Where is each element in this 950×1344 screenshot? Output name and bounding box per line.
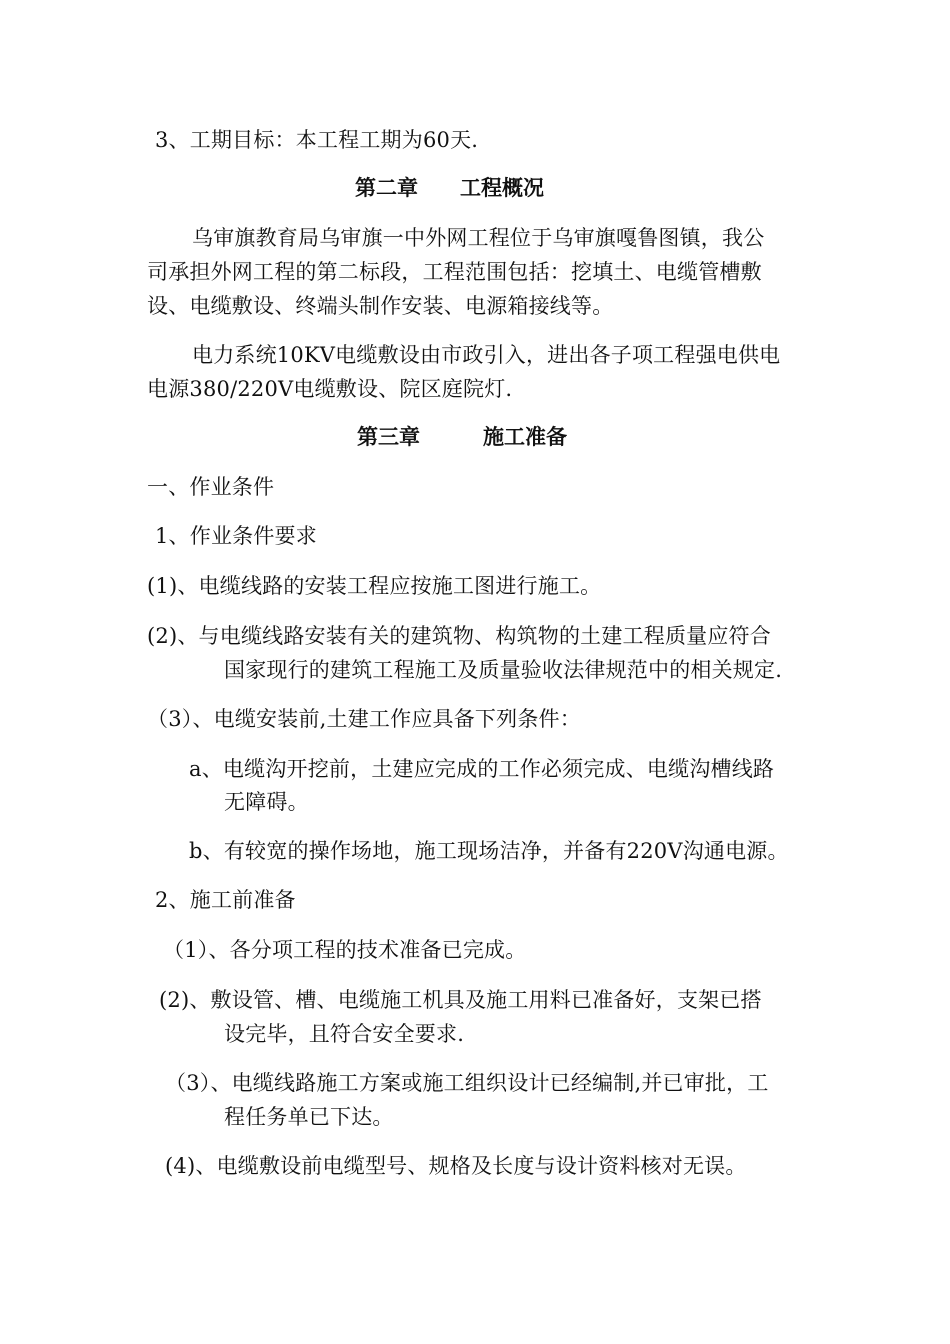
- chapter3-title: 第三章 施工准备: [357, 425, 567, 449]
- item3a-line1: a、电缆沟开挖前，土建应完成的工作必须完成、电缆沟槽线路: [189, 757, 775, 781]
- subsection2-heading: 2、施工前准备: [155, 888, 296, 912]
- chapter2-para1-line1: 乌审旗教育局乌审旗一中外网工程位于乌审旗嘎鲁图镇，我公: [192, 226, 765, 250]
- prep2-line2: 设完毕，且符合安全要求.: [224, 1022, 465, 1046]
- prep1-text: （1）、各分项工程的技术准备已完成。: [163, 938, 527, 962]
- chapter2-para2-line1: 电力系统10KV电缆敷设由市政引入，进出各子项工程强电供电: [192, 343, 781, 367]
- item2-line2: 国家现行的建筑工程施工及质量验收法律规范中的相关规定.: [224, 658, 783, 682]
- prep3-line2: 程任务单已下达。: [224, 1105, 394, 1129]
- item3b-text: b、有较宽的操作场地，施工现场洁净，并备有220V沟通电源。: [189, 839, 789, 863]
- section1-heading: 一、作业条件: [147, 475, 275, 499]
- chapter2-para1-line3: 设、电缆敷设、终端头制作安装、电源箱接线等。: [147, 294, 614, 318]
- chapter2-para1-line2: 司承担外网工程的第二标段，工程范围包括：挖填土、电缆管槽敷: [147, 260, 762, 284]
- subsection1-heading: 1、作业条件要求: [155, 524, 317, 548]
- item2-line1: (2)、与电缆线路安装有关的建筑物、构筑物的土建工程质量应符合: [147, 624, 771, 648]
- prep4-text: (4)、电缆敷设前电缆型号、规格及长度与设计资料核对无误。: [165, 1154, 747, 1178]
- item1-text: (1)、电缆线路的安装工程应按施工图进行施工。: [147, 574, 602, 598]
- prep2-line1: (2)、敷设管、槽、电缆施工机具及施工用料已准备好，支架已搭: [159, 988, 762, 1012]
- item3a-line2: 无障碍。: [224, 790, 309, 814]
- chapter2-para2-line2: 电源380/220V电缆敷设、院区庭院灯.: [147, 377, 513, 401]
- prep3-line1: （3）、电缆线路施工方案或施工组织设计已经编制,并已审批，工: [165, 1071, 769, 1095]
- item3-text: （3）、电缆安装前,土建工作应具备下列条件：: [147, 707, 581, 731]
- chapter2-title: 第二章 工程概况: [355, 176, 544, 200]
- duration-goal: 3、工期目标：本工程工期为60天.: [155, 128, 479, 152]
